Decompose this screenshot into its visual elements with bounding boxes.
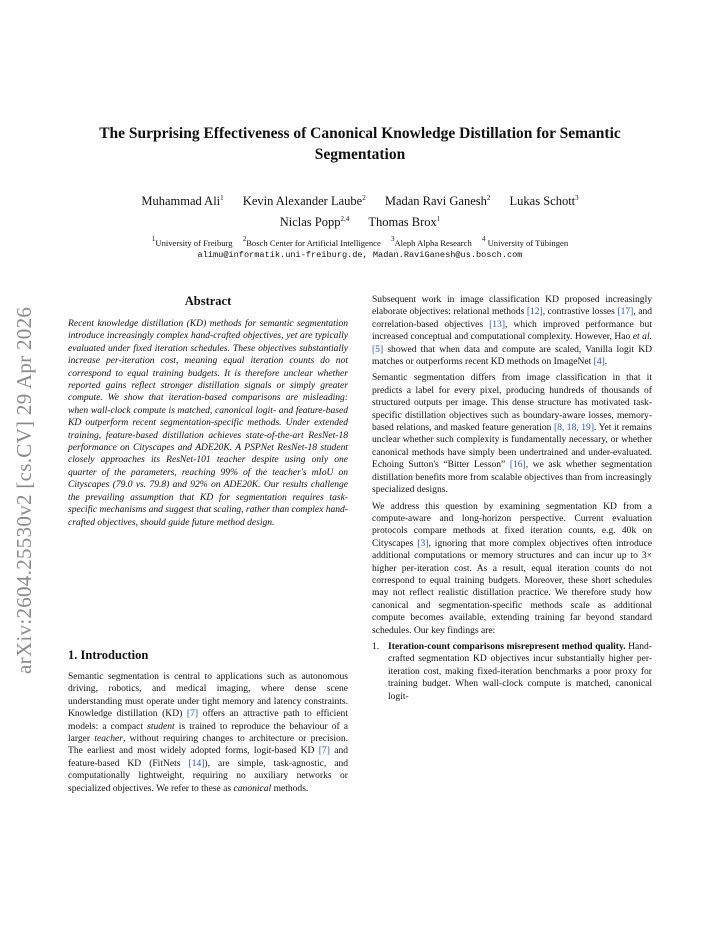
email-addresses: alimu@informatik.uni-freiburg.de, Madan.RaviGanesh@us.bosch.com (197, 250, 523, 260)
citation-link[interactable]: [14] (188, 757, 205, 769)
affiliation: $^1$University of Freiburg (151, 235, 233, 248)
citation-link[interactable]: [4] (593, 356, 605, 368)
author: Niclas Popp$^{2,4}$ (279, 215, 350, 229)
author: Thomas Brox$^1$ (368, 215, 441, 229)
citation-link[interactable]: [8, 18, 19] (553, 422, 595, 434)
arxiv-stamp (8, 258, 44, 678)
affiliation-list (60, 233, 660, 249)
author: Lukas Schott$^3$ (509, 194, 579, 208)
author: Kevin Alexander Laube$^2$ (242, 194, 366, 208)
affiliation: $^4$ University of Tübingen (481, 235, 569, 248)
right-column (372, 294, 652, 703)
citation-link[interactable]: [12] (526, 306, 543, 318)
citation-link[interactable]: [5] (372, 343, 384, 355)
affiliation: $^3$Aleph Alpha Research (390, 235, 472, 248)
body-paragraph: Semantic segmentation differs from image classification in that it predicts a label for every pixel, producing hundreds of thousands of structured outputs per image. This dense structure has motivated task-specific distillation objectives such as boundary-aware losses, memory-based relations, and masked feature generation [8, 18, 19]. Yet it remains unclear whether such complexity is fundamentally necessary, or whether canonical methods have simply been undertrained and under-evaluated. Echoing Sutton's “Bitter Lesson” [16], we ask whether segmentation distillation benefits more from scalable objectives than from increasingly specialized designs. (372, 372, 653, 496)
author: Muhammad Ali$^1$ (141, 194, 224, 208)
arxiv-stamp-text: arXiv:2604.25530v2 [cs.CV] 29 Apr 2026 (12, 306, 36, 674)
author: Madan Ravi Ganesh$^2$ (384, 194, 491, 208)
citation-link[interactable]: [7] (318, 745, 330, 757)
body-paragraph: Subsequent work in image classification KD proposed increasingly elaborate objectives: relational methods [12], contrastive losses [17], and correlation-based objectives [13], which improved performance but increased conceptual and computational complexity. However, Hao et al. [5] showed that when data and compute are scaled, Vanilla logit KD matches or outperforms recent KD methods on ImageNet [4]. (372, 294, 652, 368)
citation-link[interactable]: [17] (617, 306, 634, 318)
intro-heading: 1. Introduction (68, 648, 149, 662)
intro-paragraph: Semantic segmentation is central to applications such as autonomous driving, robotics, and medical imaging, where dense scene understanding must operate under tight memory and latency constraints. Knowledge distillation (KD) [7] offers an attractive path to efficient models: a compact student is trained to reproduce the behaviour of a larger teacher, without requiring changes to architecture or precision. The earliest and most widely adopted forms, logit-based KD [7] and feature-based KD (FitNets [14]), are simple, task-agnostic, and computationally lightweight, requiring no auxiliary networks or specialized objectives. We refer to these as canonical methods. (68, 671, 349, 794)
author-list (60, 189, 660, 231)
left-column (68, 294, 348, 529)
abstract-heading: Abstract (184, 294, 232, 308)
affiliation: $^2$Bosch Center for Artificial Intelligence (242, 235, 381, 248)
citation-link[interactable]: [3] (417, 537, 429, 549)
abstract-text: Recent knowledge distillation (KD) methods for semantic segmentation introduce increasingly complex hand-crafted objectives, yet are typically evaluated under fixed iteration schedules. These objectives substantially increase per-iteration cost, meaning equal iteration counts do not correspond to equal training budgets. It is therefore unclear whether reported gains reflect stronger distillation signals or simply greater compute. We show that iteration-based comparisons are misleading: when wall-clock compute is matched, canonical logit- and feature-based KD outperform recent segmentation-specific methods. Under extended training, feature-based distillation achieves state-of-the-art ResNet-18 performance on Cityscapes and ADE20K. A PSPNet ResNet-18 student closely approaches its ResNet-101 teacher despite using only one quarter of the parameters, reaching 99% of the teacher's mIoU on Cityscapes (79.0 vs. 79.8) and 92% on ADE20K. Our results challenge the prevailing assumption that KD for segmentation requires task-specific mechanisms and suggest that scaling, rather than complex hand-crafted objectives, should guide future method design. (68, 318, 349, 528)
citation-link[interactable]: [7] (186, 708, 199, 720)
body-paragraph: We address this question by examining segmentation KD from a compute-aware and long-horizon perspective. Current evaluation protocols compare methods at fixed iteration counts, e.g. 40k on Cityscapes [3], ignoring that more complex objectives often introduce additional computations or memory structures and can incur up to 3× higher per-iteration cost. As a result, equal iteration counts do not correspond to equal training budgets. Moreover, these short schedules may not reflect realistic distillation practice. We therefore study how canonical and segmentation-specific methods scale as additional compute becomes available, extending training far beyond standard schedules. Our key findings are: (372, 500, 653, 636)
citation-link[interactable]: [16] (509, 459, 526, 471)
citation-link[interactable]: [13] (489, 318, 505, 330)
paper-title: The Surprising Effectiveness of Canonical Knowledge Distillation for Semantic Segmentation (99, 125, 621, 163)
finding-item: 1. Iteration-count comparisons misrepresent method quality. Hand-crafted segmentation KD objectives incur substantially higher per-iteration cost, making fixed-iteration benchmarks a poor proxy for training budget. When wall-clock compute is matched, canonical logit- (372, 640, 652, 702)
